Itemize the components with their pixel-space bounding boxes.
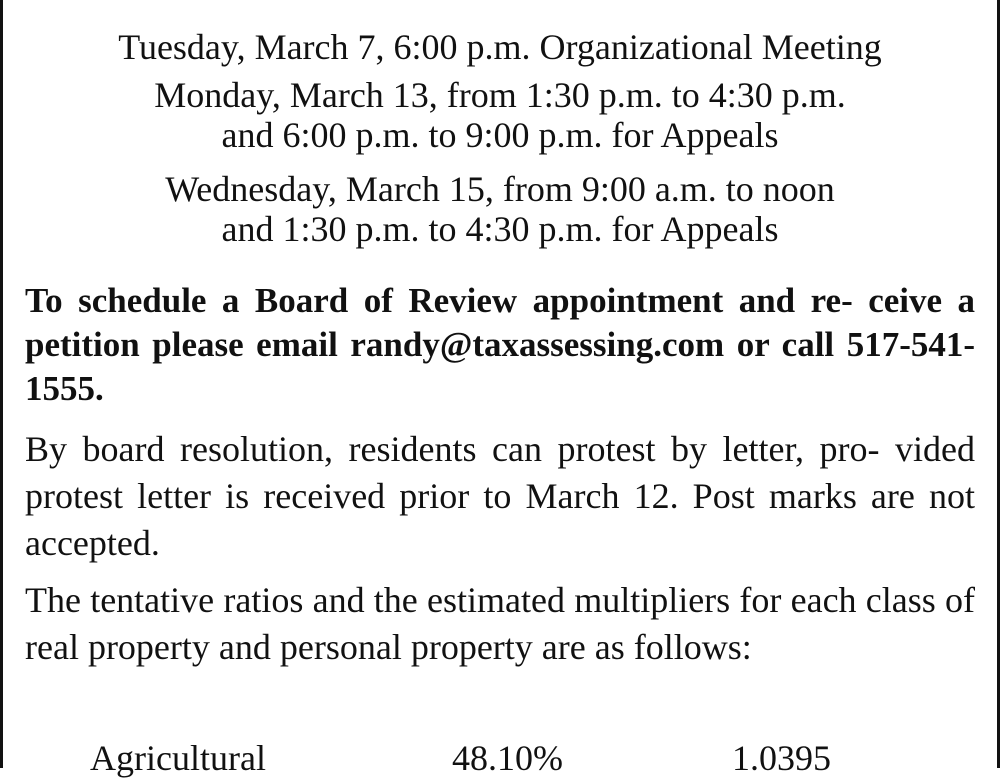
- protest-line: By board resolution, residents can protest by letter, pro-: [25, 429, 880, 469]
- ratios-intro-line: The tentative ratios and the estimated multipliers for each: [25, 580, 857, 620]
- schedule-line: and 6:00 p.m. to 9:00 p.m. for Appeals: [221, 115, 779, 155]
- protest-line: vided protest letter is received prior to March 12. Post: [25, 429, 976, 516]
- tentative-ratio: 48.10%: [452, 738, 563, 778]
- ratios-intro-paragraph: [25, 577, 975, 671]
- contact-paragraph: [25, 279, 975, 411]
- property-class: Agricultural: [90, 738, 266, 778]
- contact-line: To schedule a Board of Review appointment and re-: [25, 281, 853, 320]
- ratios-table-row: [0, 738, 1000, 778]
- schedule-item-monday-appeals: [25, 75, 975, 155]
- schedule-item-organizational-meeting: [25, 27, 975, 67]
- contact-line: ceive a petition please email randy@taxassessing.com: [25, 281, 976, 364]
- board-of-review-notice: [25, 0, 975, 671]
- protest-paragraph: [25, 426, 975, 567]
- ratios-intro-line: class of real property and personal property are as follows:: [25, 580, 975, 667]
- schedule-line: Wednesday, March 15, from 9:00 a.m. to noon: [165, 169, 835, 209]
- protest-line: marks are not accepted.: [25, 476, 975, 563]
- schedule-line: and 1:30 p.m. to 4:30 p.m. for Appeals: [221, 209, 779, 249]
- contact-line: or call 517-541-1555.: [25, 325, 976, 408]
- schedule-line: Tuesday, March 7, 6:00 p.m. Organizational Meeting: [118, 27, 882, 67]
- schedule-item-wednesday-appeals: [25, 169, 975, 249]
- schedule-line: Monday, March 13, from 1:30 p.m. to 4:30 p.m.: [154, 75, 846, 115]
- estimated-multiplier: 1.0395: [732, 738, 831, 778]
- notice-border-left: [0, 0, 3, 768]
